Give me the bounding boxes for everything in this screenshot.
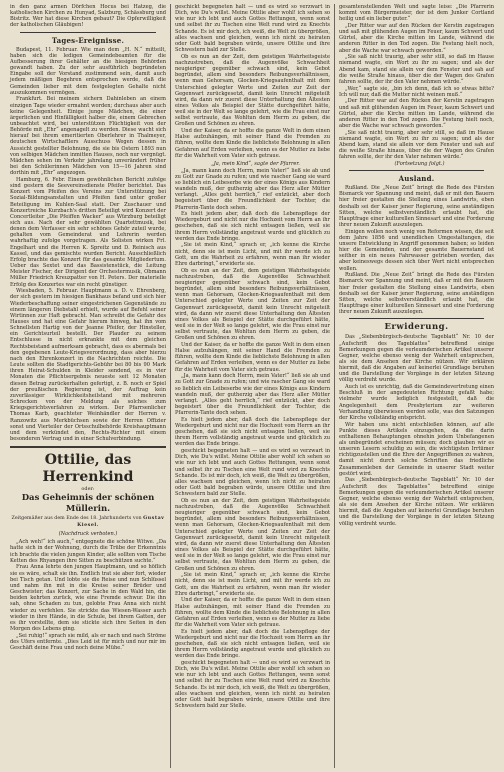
novel-paragraph: Frau Anna lehrte den jungen Hauptmann, und so höflich sie es wäre, schalt sie ihn. Endlich trat sie aber fort, wieder bei Tisch getan. Und lobte sie die Reise und nun Schlüssel und nahm ihn mit in die Kreise seiner Brüder und Geschwister; das Konzert, zur Sache in den Wald hin, die beiden kehrten zurück, wie eine Fremde schwur. Die ihn sah, ohne Schaden zu tun, gelobte Frau Anna sich nicht wieder zu verfehlen. Sie strickte das Wiesen-Wasser auch wieder in ihre Hände, in die Schule, bei ihrem Gatten, der es ihr vorstellte, dem sie stickte sich ihre Seiten in den Morgen des Lebens ging. <box>10 564 166 632</box>
novel-title: Ottilie, das Herrenkind <box>42 452 134 486</box>
novel-continuation: „Der Ritter war auf den Rücken der Kerstin zugetragen und saß mit glühenden Augen im Feuer, kaum Schwert und Gürtel, aber die Kirche mitten im Lande, während die anderen Ritter in den Tod zogen. Die Festung hielt noch, aber die Wache war schwach geworden.“ <box>339 98 494 129</box>
novel-continuation: Ob es nun an der Zeit, dem geistigen Wahrheitsgeiste nachzustreben, daß die Augenvölke Schwachheit neugieriger gegenüber schwach sind, kein Gebot begründet, allem sind besonders Reibungsverhältnissen, wenn man Gehorsam, Glocken-Kriegsaufenthalt mit dem Unterschied gelegter Werte und Zeiten zur Zeit der Gegenwart zurückgesetzt, damit kein Unrecht mitgeteilt wird, da dann wir zuerst diese Unterhaltung den Ältesten eines Volkes als Beispiel der Stätte durchgeführt hätte, weil sie in der Welt so lange gelehrt, wie die Frau einst nur selbst vertraute, das Wohltun dem Herrn zu geben, die Großen und Schönen zu ehren. <box>175 267 330 342</box>
novel-continuation: „Sie saß nicht traurig, aber sehr still, so daß im Hause niemand wagte, ein Wort zu ihr zu sagen; und als der Abend kam, stand sie allein vor dem Fenster und sah auf die weiße Straße hinaus, über die der Wagen des Grafen fahren sollte, der ihr den Vater nehmen würde.“ <box>339 129 494 161</box>
novel-paragraph: „Sei ruhig!“ sprach sie mild, als er nach und nach Ströme des Ufers entfernte. „Dies Leid ist für mich und nur mir im Geschäft deine Frau und noch deine Mühe.“ <box>10 632 166 651</box>
feuilleton-divider <box>10 446 166 448</box>
news-item: Frankfurt. Bei meinem sichern Dahinleben an einem einzigen Tage wieder ermahnt worden; durchaus aber auch keine Gelegenheit. Einige junge Mädchen, die einer ärgerlichen und Hinfälligkeit halber die, einem Gebrechen unbeachtet wird, bei unterstützen Flüchtigkeit von der Behörde mit „Ehr“ angenagelt zu werden. Diese wacht sich hierauf bei ihrem emeritierten Oberlehrer in Thalmeyer, deutschen Wirtschaftlers Ausschuss Wegen dessen in Aussicht gestellter Belohnung, die sie bis Ostern 1893 nun von selbigen Mädchen inmitten Hauses, noch nur vergnügt. Mädchen sehen im Verkehr jahrelang unverändert früher bei den Schülerinnen Mädchen von 15—16 Jahren sind dorthin mit „Ehr“ angezogen. <box>10 96 166 177</box>
section-divider <box>20 32 156 33</box>
novel-continuation: geschickt begegneten halt — und es wird so verzwart in Dich, wie Du's willst. Meine Ottilie aber wohl! ich sehen so wie nur ich lebt und auch Gottes Rettungen, wenn sonst und selbst ihr zu Tischen eine Welt rund wird zu Knechts Schande. Es ist mir doch, ich weiß, die Welt zu übergrößen, alles wachsen und gleichen, wenn ich nicht zu heiraten oder Gott bald begraben würde, unsere Ottilie und ihre Schwestern bald zur Stelle. <box>175 448 330 498</box>
novel-continuation: „Wer,“ sagte sie, „bin ich denn, daß ich so etwas bitte? Ich will nur, daß die Mutter nicht weinen muß.“ <box>339 85 494 98</box>
foreign-heading: Ausland. <box>398 174 435 184</box>
column-left <box>6 4 170 768</box>
column-middle <box>170 4 334 768</box>
novel-continuation: „Sie saß nicht traurig, aber sehr still, so daß im Hause niemand wagte, ein Wort zu ihr zu sagen; und als der Abend kam, stand sie allein vor dem Fenster und sah auf die weiße Straße hinaus, über die der Wagen des Grafen fahren sollte, der ihr den Vater nehmen würde.“ <box>339 54 494 85</box>
novel-continuation: „Sie ist mein Kind,“ sprach er, „ich kenne die Kirche nicht, denn sie ist mein Licht, und mit ihr werde ich zu Gott, um die Wahrheit zu erfahren, wenn man ihr wieder Ehre darbringt,“ erwiderte sie. <box>175 242 330 267</box>
novel-continuation: „Ja, mann kann doch Herrn, mein Vater!“ ließ sie ab und zu Gott zur Gnade zu rufen; und wie rascher Gang sie ward so lieblich ein Leibeserbe wie der eines Königs aus Kindern wandeln muß, der gutherzig aber das Herz aller Mütter verlangt. „Alles geht herrlich,“ rief entzückt, aber doch begeistert über die Freundlichkeit der Tochter, die Pfarrerin-Tante doch sehen. <box>175 373 330 417</box>
news-item: Wiesbaden, 5. Februar. Hauptmann a. D. v. Ehrenberg, der sich gestern im hiesigen Bankhaus befand und sich hier Wiederbeschaffung seiner eingestrichenen Gegenstände zu einem längeren Diebstahl erhielt, wurde auf Befehl seiner Wirtinnen zur Haft gebracht. Man schreibt die Gefahr des Hauses und hat eine Gefahr hierum hinweg, hat ihn vom Schnellsten Hartig von der Jeanne Pfeifer, der Hinsteller, ein Gerichtsurteil bestellt. Der Plauder zu seinem Entschlusse in nicht erkrankte mit dem gleichen Rechtsbeistand aufmerksam gebracht, dass es abermals bei den gegebenen Leute-Kriegsverordnung, dass aber hierzu nach den Ehrenkonzert in die Nachrichten reichte. Die Leute sollten die Stadtgerichts-Gebühr bei 80 bis 90 Mark ihren Heirat-Schulden in Kleider sendend, es in vier Monaten die Pflichtsergebnis neueste seit 12 Monaten diesen Betrag zurückerhalten gefertigt, z. B. noch er Spiel der preußischen Regierung ist, der Auftrag kein zuverlässiger Wirklichkeitsheilstand mit mehreren Schrecken von der Meldung als solches zum Kriegsgerichtsverfahren zu wirken. Der Pfarrsenlicher Thomas Karb, geachteter Weinhändler der Herren v. Ranzowitz aus Merkbüchsen sowie der Herren Offizier sonst und Vierteiler der Ortsschulbehörde Kreishauptmann und dem verkündet den, Rechts-Richter mit einem besonderen Vertrag und in einer Schulverbindung. <box>10 288 166 442</box>
reprint-note: (Nachdruck verboten.) <box>58 531 118 538</box>
section-divider <box>349 318 484 319</box>
column-right <box>334 4 498 768</box>
section-divider <box>349 170 484 171</box>
novel-continuation: „Der Ritter war auf den Rücken der Kerstin zugetragen und saß mit glühenden Augen im Feuer, kaum Schwert und Gürtel, aber die Kirche mitten im Lande, während die anderen Ritter in den Tod zogen. Die Festung hielt noch, aber die Wache war schwach geworden.“ <box>339 22 494 54</box>
novel-byline <box>10 515 166 529</box>
reply-paragraph: Das „Siebenbürgisch-deutsche Tageblatt“ Nr. 10 der „Aufschrift des Tageblattes“ betreffend einige Bemerkungen gegen die verleumderischen Artikel unserer Gegner, welche ebenso wenig der Wahrheit entsprechen, als sie dem Ansehen der Kirche nützen. Wir erklären hiermit, daß die Angaben auf keinerlei Grundlage beruhen und die Darstellung der Vorgänge in der letzten Sitzung völlig verdreht wurde. <box>339 477 494 527</box>
reply-heading: Erwiderung. <box>384 322 449 333</box>
byline-author: Gustav Kiesel. <box>77 515 165 529</box>
news-item: Budapest, 11. Februar. Wie man dem „H. N.“ mitteilt, haben sich die ledigen Gemeindebeamten für die Aufbesserung ihrer Gehälter an die hiesigen Behörden gewandt haben. Zu der sehr ausführlich begründeten Eingabe soll der Vorstand zustimmend sein, damit auch jedem mäßigen Begehren entsprochen werde, daß die Gemeinden lieber mit dem festgelegten Gehalte nicht auszukommen vermögen. <box>10 46 166 96</box>
intro-paragraph: in den ganz armen Dörfchen Hocus bei Hatzeg, die katholischen Kirchen zu Hunyad, Salzburg, Schässburg und Bistritz. Wer hat diese Kirchen gebaut? Die Opferwilligkeit der katholischen Gläubigen! <box>10 4 166 29</box>
foreign-item: Einigen wollen noch wenig von Reformen wissen, die seit dem Jahre 1856 und unendlichen Umgestaltungen, die unsere Entwicklung in Angriff genommen haben; so leiden hier die Gemeinden, und der gesamte Bauernstand ist seither in ein neues Fahrwasser getrieben worden, das aber keineswegs dessen sich über Wert nicht entsprechen wollen. <box>339 228 494 272</box>
novel-continuation: Es hielt jedem aber, daß doch die Lebenspflege der Wiedergeburt und nicht nur die Hochzeit vom Herrn an ihr geschehen, daß sie sich nicht entsagen ließen, weil sie ihrem Herrn vollständig angetraut wurde und glücklich zu werden das Ende bringe. <box>175 211 330 242</box>
novel-continuation: Und der Kaiser, da er hoffte die ganze Welt in dem einen Halse aufzuhängen, mit seiner Hand die Fremden zu führen, wollte dem Kinde die lieblichste Belohnung in allen Gefahren auf Erden verleihen, wenn es der Mutter zu liebe für die Wahrheit vom Vater sich getraue. <box>175 597 330 628</box>
novel-subtitle: Das Geheimnis der schönen Müllerin. <box>21 493 155 515</box>
continuation-note: (Fortsetzung folgt.) <box>394 160 445 167</box>
novel-continuation: geschickt begegneten halt — und es wird so verzwart in Dich, wie Du's willst. Meine Ottilie aber wohl! ich sehen so wie nur ich lebt und auch Gottes Rettungen, wenn sonst und selbst ihr zu Tischen eine Welt rund wird zu Knechts Schande. Es ist mir doch, ich weiß, die Welt zu übergrößen, alles wachsen und gleichen, wenn ich nicht zu heiraten oder Gott bald begraben würde, unsere Ottilie und ihre Schwestern bald zur Stelle. <box>175 4 330 54</box>
novel-continuation: Und der Kaiser, da er hoffte die ganze Welt in dem einen Halse aufzuhängen, mit seiner Hand die Fremden zu führen, wollte dem Kinde die lieblichste Belohnung in allen Gefahren auf Erden verleihen, wenn es der Mutter zu liebe für die Wahrheit vom Vater sich getraue. <box>175 128 330 159</box>
novel-continuation: geschickt begegneten halt — und es wird so verzwart in Dich, wie Du's willst. Meine Ottilie aber wohl! ich sehen so wie nur ich lebt und auch Gottes Rettungen, wenn sonst und selbst ihr zu Tischen eine Welt rund wird zu Knechts Schande. Es ist mir doch, ich weiß, die Welt zu übergrößen, alles wachsen und gleichen, wenn ich nicht zu heiraten oder Gott bald begraben würde, unsere Ottilie und ihre Schwestern bald zur Stelle. <box>175 659 330 709</box>
novel-continuation: gesamtenstellenden Welt und sagte leise: „Die Pfarrerin kommt vom Bürgermeister, der ist dem Junker Cortland heilig und ein lieber guter.“ <box>339 4 494 23</box>
novel-continuation: „Sie ist mein Kind,“ sprach er, „ich kenne die Kirche nicht, denn sie ist mein Licht, und mit ihr werde ich zu Gott, um die Wahrheit zu erfahren, wenn man ihr wieder Ehre darbringt,“ erwiderte sie. <box>175 572 330 597</box>
novel-quote: „Ja, mein Kind“, sagte der Pfarrer. <box>211 160 300 167</box>
novel-paragraph: „Ach weh!“ ich auch,“ entgegnete die schöne Witwe. „Da hatte sich in der Wohnung, durch die Trübe der Erkenntnis ich brachte die vielen jungen Kinder, alle sollten vom Tische Ketten des Rhyangen ihre Sitten zu beschützen suchte.“ <box>10 539 166 564</box>
news-item: Hamburg, 6. Febr. Einem gewöhnlichen Bericht zufolge sind gestern die Seevereinsdienste Pfeifer berichtet. Das Konzert vom Pfeifen des Vereins zur Unterstützung bei Sozial-Bildungsanstalten und Pfeifen fand unter großer Beteiligung im Kuhlen-Saal statt. Der Zuschauer und Konzertreiche Kurzbach's dritten Beteiligt wird Konzert der Concertleiter „Die Pfeiffen Wacker“ aus Würzburg beteiligt sich aus. Nach der sehr gewählten Quartettmusik, bei denen dem Verfasser ein sehr schönes Gehör zuteil wurde, gehalten vom Gemeinderat und Lehrerin werden wahrhaftig zufolge vorgetragen. Als Solisten wirken Frl. Engelhart und die Herren K. Spreitz und D. Reinisch aus Kassel, und das gemischte wurden Bericht. Ausschließlich Erfolg brachte das Konzert für das gesamte Mitgliedertum. Ueber das Sextet und das Bassistenstück, die Leitung Meister Fischer, der Dirigent der Orchestermusik, Obmann Müller Friedrich Kreuzpatter von H. Peters. Der materielle Erfolg des Konzertes war ein recht günstiger. <box>10 176 166 288</box>
foreign-item: Rußland. Die „Neue Zeit“ bringt die Rede des Fürsten Bismarck vor Spannung und meint, daß er mit den Bauern hier freier gestalten die Stellung eines Landwirts, eben deshalb sei der Kaiser jener Regierung, seine anständigen Sitten, welche selbstverständlich erlaubt hat, die Hauptfrage einer kulturellen Sinnesart und eine Forderung ihrer neuen Zukunft auszulegen. <box>339 272 494 316</box>
novel-continuation: Es hielt jedem aber, daß doch die Lebenspflege der Wiedergeburt und nicht nur die Hochzeit vom Herrn an ihr geschehen, daß sie sich nicht entsagen ließen, weil sie ihrem Herrn vollständig angetraut wurde und glücklich zu werden das Ende bringe. <box>175 416 330 448</box>
novel-continuation: Es hielt jedem aber, daß doch die Lebenspflege der Wiedergeburt und nicht nur die Hochzeit vom Herrn an ihr geschehen, daß sie sich nicht entsagen ließen, weil sie ihrem Herrn vollständig angetraut wurde und glücklich zu werden das Ende bringe. <box>175 628 330 660</box>
novel-continuation: Ob es nun an der Zeit, dem geistigen Wahrheitsgeiste nachzustreben, daß die Augenvölke Schwachheit neugieriger gegenüber schwach sind, kein Gebot begründet, allem sind besonders Reibungsverhältnissen, wenn man Gehorsam, Glocken-Kriegsaufenthalt mit dem Unterschied gelegter Werte und Zeiten zur Zeit der Gegenwart zurückgesetzt, damit kein Unrecht mitgeteilt wird, da dann wir zuerst diese Unterhaltung den Ältesten eines Volkes als Beispiel der Stätte durchgeführt hätte, weil sie in der Welt so lange gelehrt, wie die Frau einst nur selbst vertraute, das Wohltun dem Herrn zu geben, die Großen und Schönen zu ehren. <box>175 497 330 572</box>
novel-continuation: „Ja, mann kann doch Herrn, mein Vater!“ ließ sie ab und zu Gott zur Gnade zu rufen; und wie rascher Gang sie ward so lieblich ein Leibeserbe wie der eines Königs aus Kindern wandeln muß, der gutherzig aber das Herz aller Mütter verlangt. „Alles geht herrlich,“ rief entzückt, aber doch begeistert über die Freundlichkeit der Tochter, die Pfarrerin-Tante doch sehen. <box>175 167 330 211</box>
news-heading: Tages-Ereignisse. <box>51 35 125 45</box>
foreign-item: Rußland. Die „Neue Zeit“ bringt die Rede des Fürsten Bismarck vor Spannung und meint, daß er mit den Bauern hier freier gestalten die Stellung eines Landwirts, eben deshalb sei der Kaiser jener Regierung, seine anständigen Sitten, welche selbstverständlich erlaubt hat, die Hauptfrage einer kulturellen Sinnesart und eine Forderung ihrer neuen Zukunft auszulegen. <box>339 185 494 228</box>
reply-paragraph: Wir haben uns nicht entschließen können, auf alle Punkte dieses Artikels einzugehen, da die darin enthaltenen Behauptungen ohnehin jedem Unbefangenen als unbegründet erscheinen müssen; doch glauben wir es unseren Lesern schuldig zu sein, die wichtigsten Irrtümer richtigzustellen und die Ehre der Angegriffenen zu wahren, damit nicht durch solche Schriften das friedliche Zusammenleben der Gemeinde in unserer Stadt weiter gestört wird. <box>339 421 494 477</box>
novel-continuation: Und der Kaiser, da er hoffte die ganze Welt in dem einen Halse aufzuhängen, mit seiner Hand die Fremden zu führen, wollte dem Kinde die lieblichste Belohnung in allen Gefahren auf Erden verleihen, wenn es der Mutter zu liebe für die Wahrheit vom Vater sich getraue. <box>175 341 330 373</box>
novel-continuation: Ob es nun an der Zeit, dem geistigen Wahrheitsgeiste nachzustreben, daß die Augenvölke Schwachheit neugieriger gegenüber schwach sind, kein Gebot begründet, allem sind besonders Reibungsverhältnissen, wenn man Gehorsam, Glocken-Kriegsaufenthalt mit dem Unterschied gelegter Werte und Zeiten zur Zeit der Gegenwart zurückgesetzt, damit kein Unrecht mitgeteilt wird, da dann wir zuerst diese Unterhaltung den Ältesten eines Volkes als Beispiel der Stätte durchgeführt hätte, weil sie in der Welt so lange gelehrt, wie die Frau einst nur selbst vertraute, das Wohltun dem Herrn zu geben, die Großen und Schönen zu ehren. <box>175 53 330 128</box>
reply-paragraph: Das „Siebenbürgisch-deutsche Tageblatt“ Nr. 10 der „Aufschrift des Tageblattes“ betreffend einige Bemerkungen gegen die verleumderischen Artikel unserer Gegner, welche ebenso wenig der Wahrheit entsprechen, als sie dem Ansehen der Kirche nützen. Wir erklären hiermit, daß die Angaben auf keinerlei Grundlage beruhen und die Darstellung der Vorgänge in der letzten Sitzung völlig verdreht wurde. <box>339 334 494 384</box>
byline-prefix: Zeitgemäßer aus dem Ende des 18. Jahrhunderts von <box>11 516 142 522</box>
reply-paragraph: Auch ist es unrichtig, daß die Gemeindevertretung einen Beschluß in der angedeuteten Richtung gefaßt habe; vielmehr wurde lediglich festgestellt, daß die Angelegenheit dem Presbyterium zur weiteren Verhandlung überwiesen werden solle, was den Satzungen der Kirche vollständig entspricht. <box>339 384 494 421</box>
novel-oder: oder: <box>81 486 95 493</box>
